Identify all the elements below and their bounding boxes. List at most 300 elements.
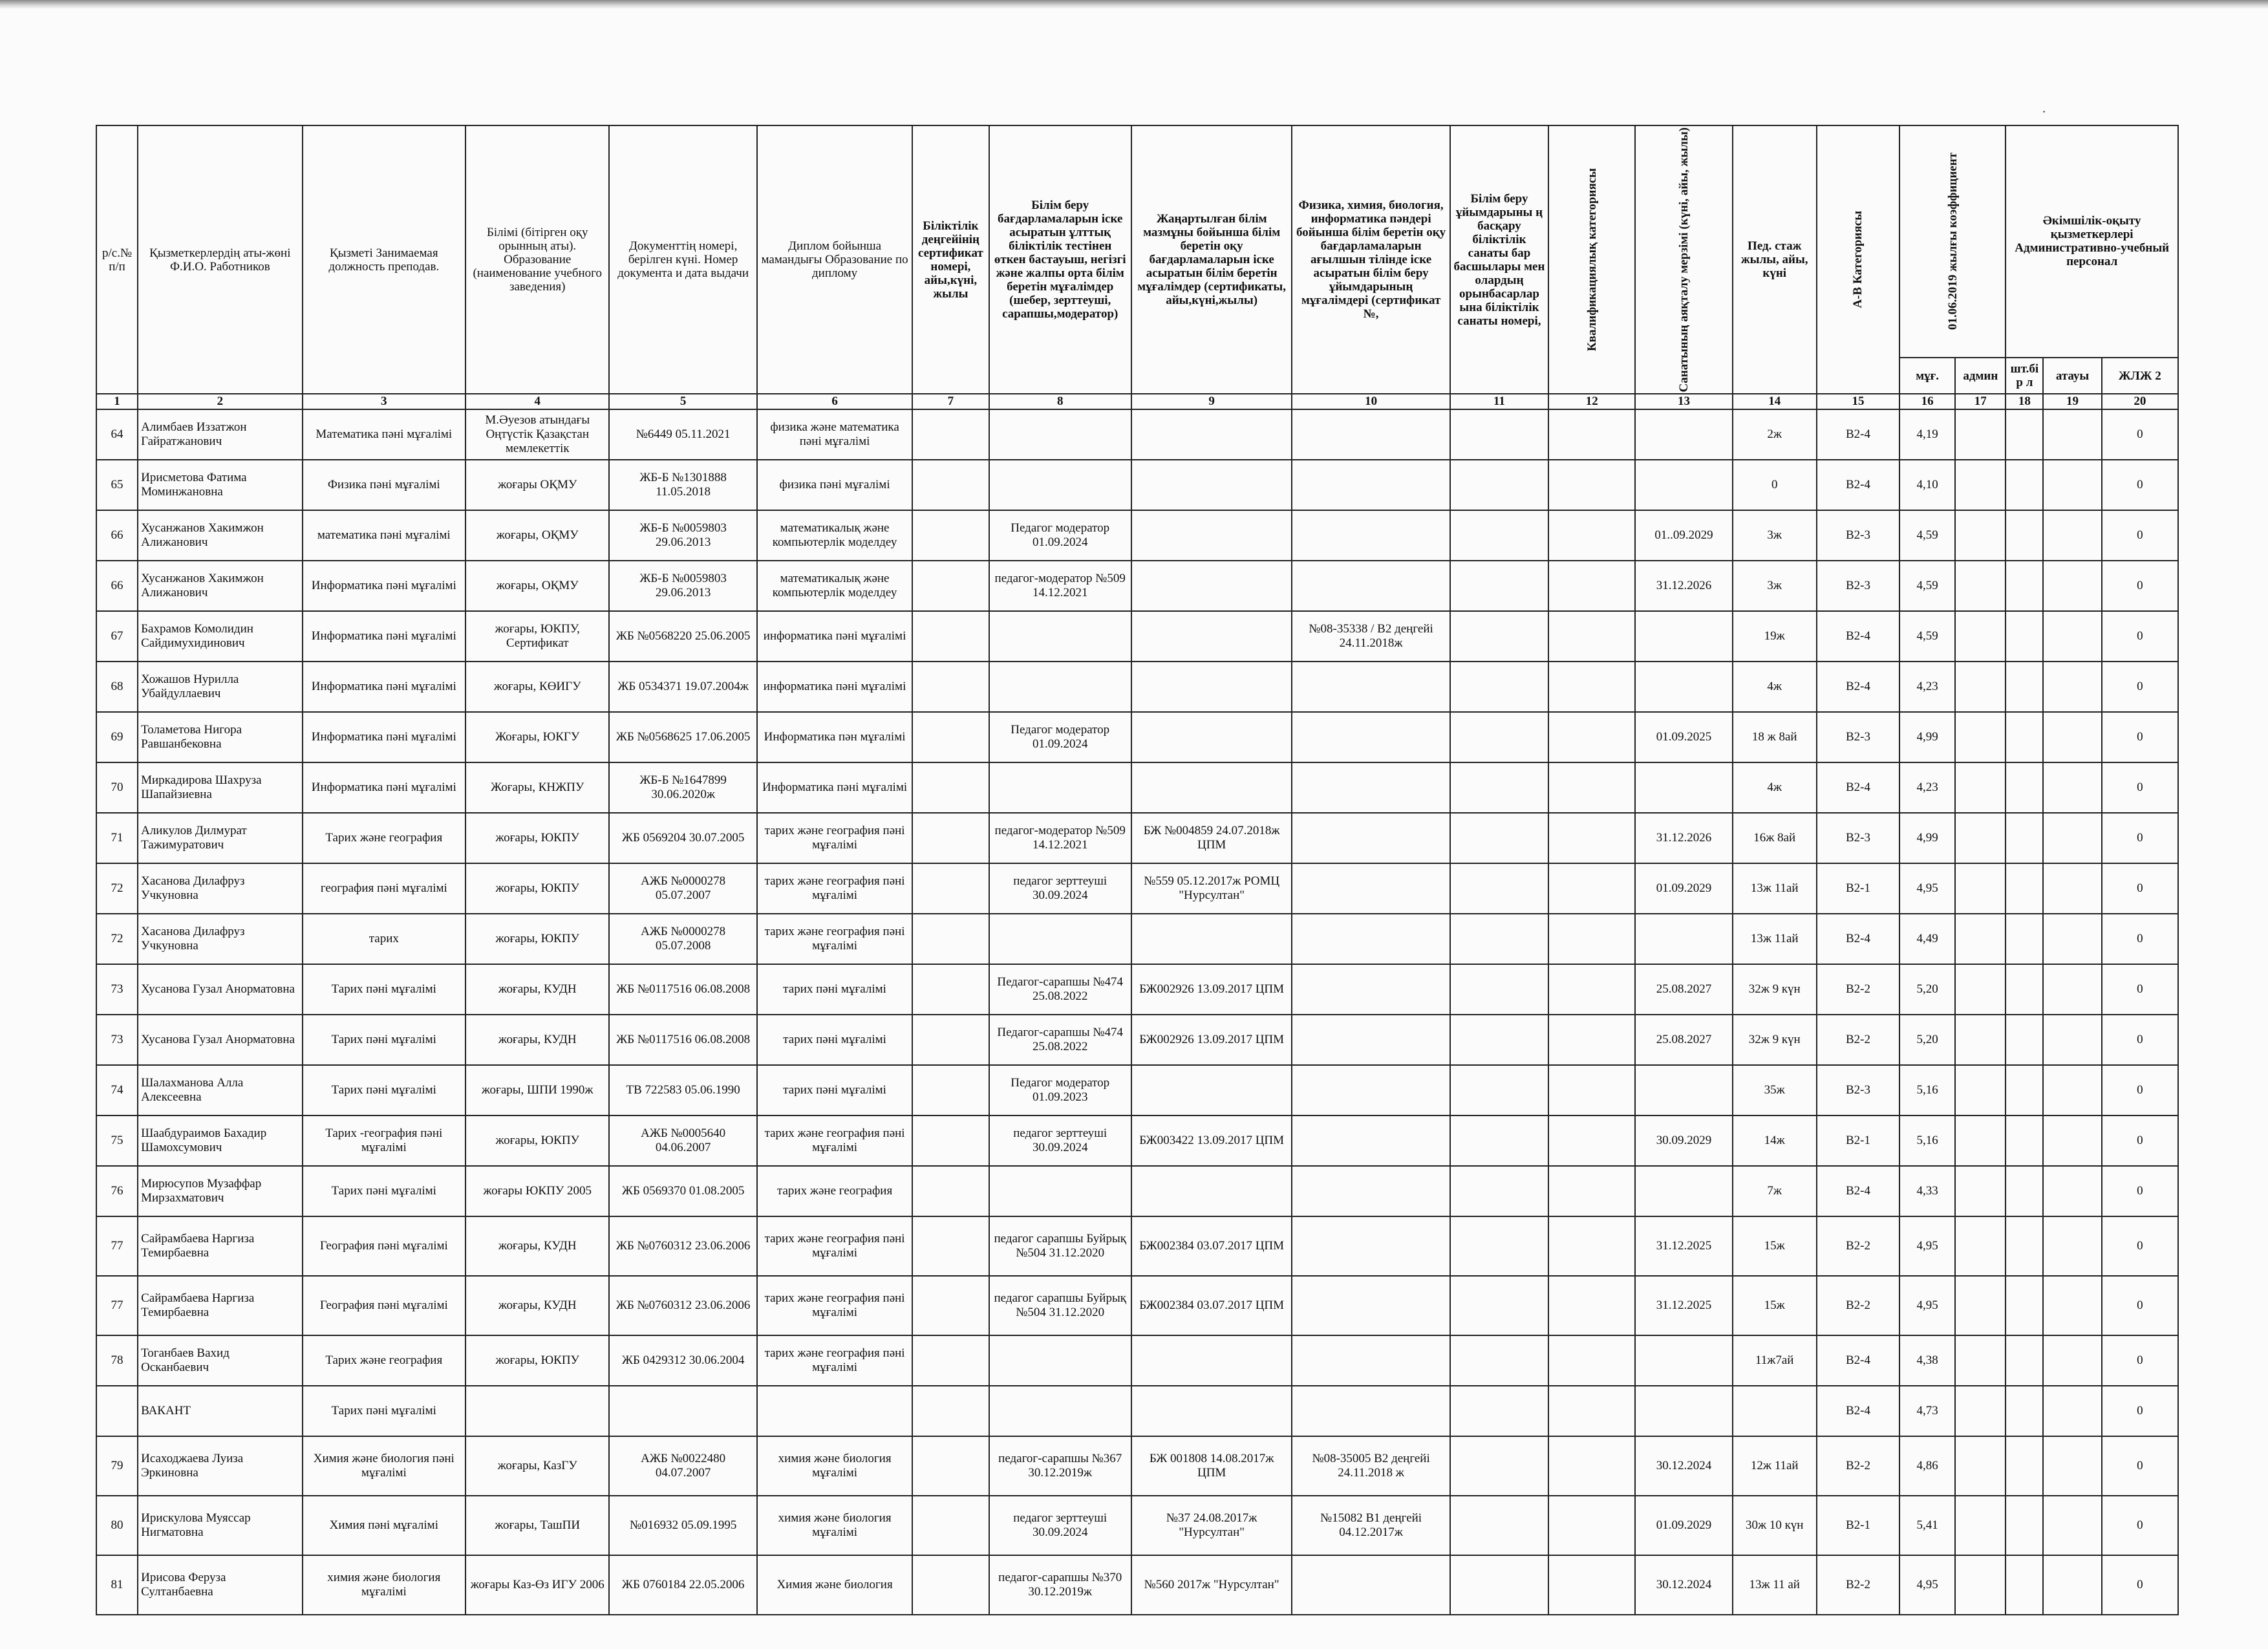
employee-name: Толаметова Нигора Равшанбековна	[138, 712, 302, 762]
jlj2: 0	[2102, 611, 2178, 662]
header-admin-staff: Әкімшілік-оқыту қызметкерлері Административно-учебный персонал	[2006, 125, 2178, 358]
coef-teacher: 5,41	[1899, 1496, 1955, 1555]
ab-category: В2-1	[1817, 863, 1899, 914]
manager-category	[1450, 1436, 1548, 1496]
staff-unit	[2006, 1276, 2043, 1335]
category-end-date	[1635, 662, 1732, 712]
employee-name: Миркадирова Шахруза Шапайзиевна	[138, 762, 302, 813]
col-num: 13	[1635, 394, 1732, 409]
manager-category	[1450, 561, 1548, 611]
manager-category	[1450, 964, 1548, 1015]
title	[2043, 1065, 2101, 1116]
ped-stage: 15ж	[1733, 1216, 1817, 1276]
qualification-category	[1548, 762, 1635, 813]
table-row	[96, 510, 2178, 561]
jlj2: 0	[2102, 1216, 2178, 1276]
ab-category: В2-4	[1817, 1335, 1899, 1386]
ped-stage: 15ж	[1733, 1276, 1817, 1335]
jlj2: 0	[2102, 863, 2178, 914]
category-end-date	[1635, 1335, 1732, 1386]
education: жоғары ОҚМУ	[465, 460, 609, 510]
document: ЖБ-Б №1647899 30.06.2020ж	[609, 762, 756, 813]
education: жоғары, КУДН	[465, 1276, 609, 1335]
ped-stage: 14ж	[1733, 1116, 1817, 1166]
category-end-date	[1635, 460, 1732, 510]
document: ЖБ 0569370 01.08.2005	[609, 1166, 756, 1216]
national-test-category	[989, 1335, 1131, 1386]
ab-category: В2-4	[1817, 762, 1899, 813]
staff-unit	[2006, 863, 2043, 914]
ped-stage: 12ж 11ай	[1733, 1436, 1817, 1496]
row-number: 71	[96, 813, 138, 863]
col-num: 12	[1548, 394, 1635, 409]
english-cert	[1292, 460, 1450, 510]
coef-admin	[1955, 460, 2006, 510]
qualification-category	[1548, 561, 1635, 611]
coef-teacher: 4,38	[1899, 1335, 1955, 1386]
qualification-category	[1548, 409, 1635, 460]
qualification-category	[1548, 510, 1635, 561]
title	[2043, 762, 2101, 813]
manager-category	[1450, 1116, 1548, 1166]
document: ЖБ-Б №0059803 29.06.2013	[609, 510, 756, 561]
ab-category: В2-3	[1817, 510, 1899, 561]
employee-name: Аликулов Дилмурат Тажимуратович	[138, 813, 302, 863]
title	[2043, 1216, 2101, 1276]
coef-admin	[1955, 1166, 2006, 1216]
coef-admin	[1955, 1015, 2006, 1065]
updated-content-cert	[1131, 561, 1292, 611]
employee-name: Сайрамбаева Наргиза Темирбаевна	[138, 1216, 302, 1276]
updated-content-cert	[1131, 611, 1292, 662]
qualification-category	[1548, 863, 1635, 914]
english-cert	[1292, 1276, 1450, 1335]
national-test-category	[989, 662, 1131, 712]
col-num: 5	[609, 394, 756, 409]
cert-level	[912, 1065, 989, 1116]
diploma-specialty: тарих және география пәні мұғалімі	[757, 1116, 912, 1166]
category-end-date: 31.12.2026	[1635, 813, 1732, 863]
title	[2043, 1555, 2101, 1615]
category-end-date: 31.12.2025	[1635, 1276, 1732, 1335]
employee-name: ВАКАНТ	[138, 1386, 302, 1436]
qualification-category	[1548, 1276, 1635, 1335]
title	[2043, 964, 2101, 1015]
header-cert-level: Біліктілік деңгейінің сертификат номері, айы,күні, жылы	[912, 125, 989, 394]
document: ЖБ 0429312 30.06.2004	[609, 1335, 756, 1386]
ped-stage	[1733, 1386, 1817, 1436]
education: Жоғары, ЮКГУ	[465, 712, 609, 762]
ab-category: В2-4	[1817, 1166, 1899, 1216]
document: №6449 05.11.2021	[609, 409, 756, 460]
education: жоғары, ТашПИ	[465, 1496, 609, 1555]
col-num: 14	[1733, 394, 1817, 409]
updated-content-cert: БЖ002926 13.09.2017 ЦПМ	[1131, 1015, 1292, 1065]
manager-category	[1450, 1015, 1548, 1065]
document: АЖБ №0000278 05.07.2008	[609, 914, 756, 964]
cert-level	[912, 561, 989, 611]
title	[2043, 561, 2101, 611]
jlj2: 0	[2102, 964, 2178, 1015]
national-test-category: педагог-сарапшы №367 30.12.2019ж	[989, 1436, 1131, 1496]
diploma-specialty: тарих және география пәні мұғалімі	[757, 1276, 912, 1335]
english-cert	[1292, 662, 1450, 712]
coef-admin	[1955, 813, 2006, 863]
staff-unit	[2006, 964, 2043, 1015]
english-cert	[1292, 964, 1450, 1015]
header-updated-content: Жаңартылған білім мазмұны бойынша білім беретін оқу бағдарламаларын іске асыратын білім беретін мұғалімдер (сертификаты, айы,күні,жылы)	[1131, 125, 1292, 394]
cert-level	[912, 1015, 989, 1065]
table-row	[96, 1116, 2178, 1166]
diploma-specialty: информатика пәні мұғалімі	[757, 662, 912, 712]
col-num: 3	[303, 394, 465, 409]
employee-name: Хусанова Гузал Анорматовна	[138, 964, 302, 1015]
position: Информатика пәні мұғалімі	[303, 762, 465, 813]
title	[2043, 712, 2101, 762]
ab-category: В2-2	[1817, 1015, 1899, 1065]
row-number: 73	[96, 964, 138, 1015]
row-number: 73	[96, 1015, 138, 1065]
jlj2: 0	[2102, 712, 2178, 762]
staff-unit	[2006, 510, 2043, 561]
staff-unit	[2006, 1116, 2043, 1166]
title	[2043, 662, 2101, 712]
staff-unit	[2006, 409, 2043, 460]
staff-unit	[2006, 914, 2043, 964]
coef-teacher: 4,59	[1899, 611, 1955, 662]
diploma-specialty: Информатика пәні мұғалімі	[757, 762, 912, 813]
coef-teacher: 4,59	[1899, 510, 1955, 561]
table-row	[96, 1335, 2178, 1386]
cert-level	[912, 611, 989, 662]
national-test-category	[989, 1166, 1131, 1216]
position: тарих	[303, 914, 465, 964]
document: ЖБ 0569204 30.07.2005	[609, 813, 756, 863]
cert-level	[912, 1436, 989, 1496]
education: жоғары, КУДН	[465, 1216, 609, 1276]
coef-admin	[1955, 1496, 2006, 1555]
employee-name: Сайрамбаева Наргиза Темирбаевна	[138, 1276, 302, 1335]
position: Тарих және география	[303, 1335, 465, 1386]
category-end-date: 30.09.2029	[1635, 1116, 1732, 1166]
diploma-specialty: тарих пәні мұғалімі	[757, 964, 912, 1015]
table-row	[96, 1216, 2178, 1276]
staff-unit	[2006, 1386, 2043, 1436]
title	[2043, 863, 2101, 914]
updated-content-cert	[1131, 1335, 1292, 1386]
header-ped-stage: Пед. стаж жылы, айы, күні	[1733, 125, 1817, 394]
diploma-specialty: математикалық және компьютерлік моделдеу	[757, 510, 912, 561]
subheader-staff-unit: шт.бір л	[2006, 358, 2043, 394]
category-end-date: 01.09.2029	[1635, 863, 1732, 914]
staff-unit	[2006, 712, 2043, 762]
manager-category	[1450, 712, 1548, 762]
cert-level	[912, 409, 989, 460]
table-row	[96, 611, 2178, 662]
document	[609, 1386, 756, 1436]
diploma-specialty: тарих пәні мұғалімі	[757, 1015, 912, 1065]
col-num: 4	[465, 394, 609, 409]
national-test-category: Педагог модератор 01.09.2024	[989, 510, 1131, 561]
document: ЖБ №0568625 17.06.2005	[609, 712, 756, 762]
employee-name: Хусанжанов Хакимжон Алижанович	[138, 510, 302, 561]
education	[465, 1386, 609, 1436]
row-number: 74	[96, 1065, 138, 1116]
employee-name: Исаходжаева Луиза Эркиновна	[138, 1436, 302, 1496]
jlj2: 0	[2102, 510, 2178, 561]
jlj2: 0	[2102, 1386, 2178, 1436]
employee-name: Хасанова Дилафруз Учкуновна	[138, 863, 302, 914]
updated-content-cert	[1131, 914, 1292, 964]
col-num: 16	[1899, 394, 1955, 409]
diploma-specialty: тарих және география пәні мұғалімі	[757, 813, 912, 863]
ped-stage: 19ж	[1733, 611, 1817, 662]
header-diploma: Диплом бойынша мамандығы Образование по диплому	[757, 125, 912, 394]
title	[2043, 1436, 2101, 1496]
education: жоғары, КӨИГУ	[465, 662, 609, 712]
ab-category: В2-4	[1817, 1386, 1899, 1436]
ab-category: В2-2	[1817, 964, 1899, 1015]
header-name: Қызметкерлердің аты-жөні Ф.И.О. Работников	[138, 125, 302, 394]
jlj2: 0	[2102, 1015, 2178, 1065]
national-test-category: Педагог модератор 01.09.2024	[989, 712, 1131, 762]
employee-name: Ирисметова Фатима Моминжановна	[138, 460, 302, 510]
qualification-category	[1548, 1555, 1635, 1615]
document: ЖБ 0760184 22.05.2006	[609, 1555, 756, 1615]
staff-unit	[2006, 1216, 2043, 1276]
qualification-category	[1548, 1216, 1635, 1276]
cert-level	[912, 863, 989, 914]
header-english-teachers: Физика, химия, биология, информатика пәндері бойынша білім беретін оқу бағдарламаларын ағылшын тілінде іске асыратын білім беру ұйымдарының мұғалімдері (сертификат №,	[1292, 125, 1450, 394]
english-cert: №08-35005 В2 деңгейі 24.11.2018 ж	[1292, 1436, 1450, 1496]
jlj2: 0	[2102, 914, 2178, 964]
ped-stage: 18 ж 8ай	[1733, 712, 1817, 762]
staff-unit	[2006, 813, 2043, 863]
category-end-date	[1635, 1065, 1732, 1116]
updated-content-cert	[1131, 1065, 1292, 1116]
staff-table	[96, 125, 2179, 1615]
row-number: 66	[96, 510, 138, 561]
position: Тарих пәні мұғалімі	[303, 964, 465, 1015]
manager-category	[1450, 1555, 1548, 1615]
ped-stage: 2ж	[1733, 409, 1817, 460]
row-number: 75	[96, 1116, 138, 1166]
coef-teacher: 4,99	[1899, 712, 1955, 762]
staff-unit	[2006, 1496, 2043, 1555]
row-number: 76	[96, 1166, 138, 1216]
education: жоғары, ЮКПУ	[465, 813, 609, 863]
category-end-date: 01.09.2025	[1635, 712, 1732, 762]
jlj2: 0	[2102, 1116, 2178, 1166]
employee-name: Ирискулова Муяссар Нигматовна	[138, 1496, 302, 1555]
table-row	[96, 1496, 2178, 1555]
ped-stage: 32ж 9 күн	[1733, 1015, 1817, 1065]
coef-admin	[1955, 712, 2006, 762]
coef-teacher: 4,19	[1899, 409, 1955, 460]
education: жоғары, ЮКПУ	[465, 1116, 609, 1166]
row-number: 69	[96, 712, 138, 762]
coef-teacher: 4,23	[1899, 762, 1955, 813]
qualification-category	[1548, 1065, 1635, 1116]
diploma-specialty: тарих және география пәні мұғалімі	[757, 1216, 912, 1276]
education: Жоғары, КНЖПУ	[465, 762, 609, 813]
row-number: 68	[96, 662, 138, 712]
national-test-category	[989, 409, 1131, 460]
education: жоғары, КазГУ	[465, 1436, 609, 1496]
ab-category: В2-4	[1817, 409, 1899, 460]
cert-level	[912, 510, 989, 561]
qualification-category	[1548, 1116, 1635, 1166]
ab-category: В2-2	[1817, 1216, 1899, 1276]
manager-category	[1450, 611, 1548, 662]
staff-unit	[2006, 762, 2043, 813]
document: АЖБ №0000278 05.07.2007	[609, 863, 756, 914]
header-managers: Білім беру ұйымдарыны ң басқару біліктілік санаты бар басшылары мен олардың орынбасарлар ына біліктілік санаты номері,	[1450, 125, 1548, 394]
document: ЖБ-Б №1301888 11.05.2018	[609, 460, 756, 510]
position: География пәні мұғалімі	[303, 1276, 465, 1335]
ped-stage: 11ж7ай	[1733, 1335, 1817, 1386]
category-end-date: 25.08.2027	[1635, 1015, 1732, 1065]
row-number: 67	[96, 611, 138, 662]
position: Информатика пәні мұғалімі	[303, 662, 465, 712]
cert-level	[912, 1386, 989, 1436]
english-cert	[1292, 510, 1450, 561]
ab-category: В2-1	[1817, 1116, 1899, 1166]
cert-level	[912, 1166, 989, 1216]
diploma-specialty: физика пәні мұғалімі	[757, 460, 912, 510]
subheader-admin: админ	[1955, 358, 2006, 394]
position: Тарих пәні мұғалімі	[303, 1166, 465, 1216]
category-end-date	[1635, 914, 1732, 964]
table-row	[96, 1065, 2178, 1116]
manager-category	[1450, 1496, 1548, 1555]
english-cert	[1292, 1065, 1450, 1116]
english-cert	[1292, 561, 1450, 611]
title	[2043, 1276, 2101, 1335]
title	[2043, 460, 2101, 510]
cert-level	[912, 662, 989, 712]
coef-admin	[1955, 863, 2006, 914]
document: АЖБ №0022480 04.07.2007	[609, 1436, 756, 1496]
manager-category	[1450, 863, 1548, 914]
manager-category	[1450, 1216, 1548, 1276]
updated-content-cert: №37 24.08.2017ж "Нурсултан"	[1131, 1496, 1292, 1555]
jlj2: 0	[2102, 460, 2178, 510]
qualification-category	[1548, 813, 1635, 863]
category-end-date: 01.09.2029	[1635, 1496, 1732, 1555]
category-end-date: 30.12.2024	[1635, 1555, 1732, 1615]
ped-stage: 32ж 9 күн	[1733, 964, 1817, 1015]
ab-category: В2-1	[1817, 1496, 1899, 1555]
updated-content-cert: БЖ002384 03.07.2017 ЦПМ	[1131, 1276, 1292, 1335]
staff-unit	[2006, 1166, 2043, 1216]
employee-name: Ирисова Феруза Султанбаевна	[138, 1555, 302, 1615]
coef-teacher: 4,95	[1899, 1555, 1955, 1615]
ab-category: В2-3	[1817, 1065, 1899, 1116]
row-number: 79	[96, 1436, 138, 1496]
category-end-date: 01..09.2029	[1635, 510, 1732, 561]
staff-unit	[2006, 611, 2043, 662]
qualification-category	[1548, 662, 1635, 712]
staff-unit	[2006, 561, 2043, 611]
coef-admin	[1955, 510, 2006, 561]
diploma-specialty: тарих пәні мұғалімі	[757, 1065, 912, 1116]
diploma-specialty	[757, 1386, 912, 1436]
row-number: 64	[96, 409, 138, 460]
header-row	[96, 125, 2178, 358]
english-cert	[1292, 1555, 1450, 1615]
coef-teacher: 5,16	[1899, 1065, 1955, 1116]
row-number: 72	[96, 914, 138, 964]
scan-edge	[0, 0, 2268, 9]
ped-stage: 3ж	[1733, 561, 1817, 611]
staff-unit	[2006, 460, 2043, 510]
table-row	[96, 460, 2178, 510]
cert-level	[912, 813, 989, 863]
ped-stage: 4ж	[1733, 662, 1817, 712]
national-test-category: педагог зерттеуші 30.09.2024	[989, 863, 1131, 914]
category-end-date	[1635, 1386, 1732, 1436]
header-qualification: Квалификациялық категориясы	[1548, 125, 1635, 394]
header-category-end: Санатының аяқталу мерзімі (күні, айы, жылы)	[1635, 125, 1732, 394]
english-cert	[1292, 914, 1450, 964]
updated-content-cert: №560 2017ж "Нурсултан"	[1131, 1555, 1292, 1615]
title	[2043, 409, 2101, 460]
cert-level	[912, 1555, 989, 1615]
updated-content-cert	[1131, 409, 1292, 460]
manager-category	[1450, 1276, 1548, 1335]
ped-stage: 13ж 11ай	[1733, 914, 1817, 964]
national-test-category: педагог сарапшы Буйрық №504 31.12.2020	[989, 1276, 1131, 1335]
coef-teacher: 4,99	[1899, 813, 1955, 863]
document: ЖБ №0760312 23.06.2006	[609, 1216, 756, 1276]
header-ab-category: А-В Категориясы	[1817, 125, 1899, 394]
ab-category: В2-3	[1817, 712, 1899, 762]
employee-name: Мирюсупов Музаффар Мирзахматович	[138, 1166, 302, 1216]
national-test-category	[989, 1386, 1131, 1436]
education: жоғары ЮКПУ 2005	[465, 1166, 609, 1216]
staff-unit	[2006, 1335, 2043, 1386]
national-test-category: педагог-сарапшы №370 30.12.2019ж	[989, 1555, 1131, 1615]
updated-content-cert	[1131, 1386, 1292, 1436]
coef-teacher: 4,95	[1899, 1276, 1955, 1335]
table-row	[96, 561, 2178, 611]
position: Тарих пәні мұғалімі	[303, 1065, 465, 1116]
ab-category: В2-2	[1817, 1436, 1899, 1496]
ped-stage: 4ж	[1733, 762, 1817, 813]
cert-level	[912, 1496, 989, 1555]
ped-stage: 13ж 11ай	[1733, 863, 1817, 914]
jlj2: 0	[2102, 762, 2178, 813]
document: №016932 05.09.1995	[609, 1496, 756, 1555]
diploma-specialty: физика және математика пәні мұғалімі	[757, 409, 912, 460]
qualification-category	[1548, 1166, 1635, 1216]
table-row	[96, 813, 2178, 863]
updated-content-cert: БЖ002384 03.07.2017 ЦПМ	[1131, 1216, 1292, 1276]
title	[2043, 1496, 2101, 1555]
updated-content-cert	[1131, 1166, 1292, 1216]
diploma-specialty: Информатика пән мұғалімі	[757, 712, 912, 762]
ped-stage: 35ж	[1733, 1065, 1817, 1116]
position: Информатика пәні мұғалімі	[303, 712, 465, 762]
cert-level	[912, 914, 989, 964]
header-coefficient: 01.06.2019 жылғы коэффициент	[1899, 125, 2006, 358]
coef-teacher: 5,20	[1899, 964, 1955, 1015]
national-test-category	[989, 914, 1131, 964]
employee-name: Хусанжанов Хакимжон Алижанович	[138, 561, 302, 611]
updated-content-cert: БЖ 001808 14.08.2017ж ЦПМ	[1131, 1436, 1292, 1496]
coef-admin	[1955, 1555, 2006, 1615]
